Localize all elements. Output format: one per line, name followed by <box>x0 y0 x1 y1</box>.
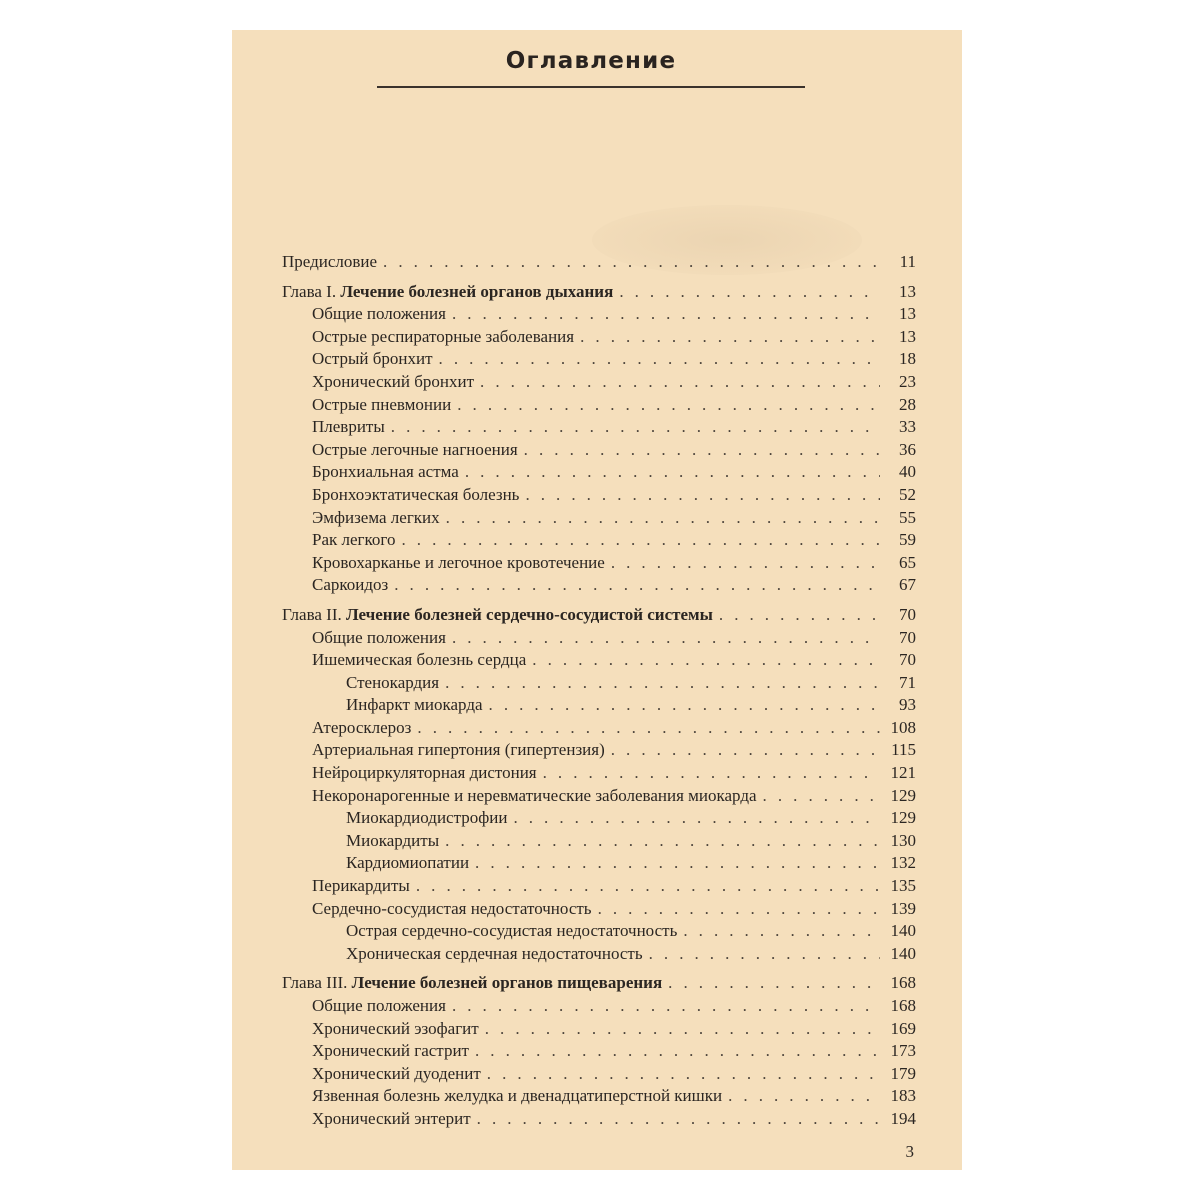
dot-leader <box>649 943 880 966</box>
dot-leader <box>532 649 880 672</box>
toc-entry-label: Эмфизема легких <box>312 507 440 527</box>
toc-chapter-3 <box>282 972 916 995</box>
toc-page-number: 179 <box>890 1063 916 1083</box>
toc-entry-label: Миокардиодистрофии <box>346 808 508 828</box>
toc-page-number: 140 <box>890 921 916 941</box>
toc-entry <box>282 394 916 417</box>
dot-leader <box>668 972 880 995</box>
toc-subentry <box>282 943 916 966</box>
toc-entry-label: Бронхоэктатическая болезнь <box>312 484 520 504</box>
toc-entry <box>282 416 916 439</box>
toc-entry-label: Миокардиты <box>346 830 440 850</box>
toc-entry <box>282 461 916 484</box>
toc-subentry <box>282 830 916 853</box>
toc-subentry <box>282 694 916 717</box>
toc-page-number: 18 <box>899 349 916 369</box>
toc-entry-label: Общие положения <box>312 627 446 647</box>
dot-leader <box>401 529 880 552</box>
dot-leader <box>525 484 880 507</box>
dot-leader <box>391 416 880 439</box>
dot-leader <box>452 627 880 650</box>
dot-leader <box>728 1085 880 1108</box>
dot-leader <box>683 920 880 943</box>
toc-page-number: 28 <box>899 394 916 414</box>
toc-page-number: 130 <box>890 830 916 850</box>
toc-entry <box>282 1108 916 1131</box>
toc-entry <box>282 484 916 507</box>
title-underline <box>377 86 805 88</box>
dot-leader <box>457 394 880 417</box>
toc-chapter-1 <box>282 281 916 304</box>
dot-leader <box>543 762 880 785</box>
toc-page-number: 65 <box>899 552 916 572</box>
chapter-prefix: Глава III. <box>282 973 352 993</box>
dot-leader <box>485 1018 880 1041</box>
toc-entry-label: Язвенная болезнь желудка и двенадцатиперстной кишки <box>312 1086 723 1106</box>
dot-leader <box>619 281 880 304</box>
toc-page-number: 70 <box>899 627 916 647</box>
toc-page-number: 121 <box>890 763 916 783</box>
toc-entry-label: Плевриты <box>312 417 385 437</box>
toc-page-number: 59 <box>899 530 916 550</box>
toc-entry-label: Кардиомиопатии <box>346 853 470 873</box>
dot-leader <box>487 1063 880 1086</box>
toc-entry <box>282 1040 916 1063</box>
toc-entry-label: Хронический эзофагит <box>312 1018 479 1038</box>
toc-entry <box>282 552 916 575</box>
page-title: Оглавление <box>505 48 677 74</box>
dot-leader <box>480 371 880 394</box>
toc-entry <box>282 717 916 740</box>
toc-entry-label: Перикардиты <box>312 876 410 896</box>
dot-leader <box>439 348 880 371</box>
toc-page-number: 132 <box>890 853 916 873</box>
toc-page-number: 108 <box>890 717 916 737</box>
toc-entry <box>282 627 916 650</box>
dot-leader <box>452 303 880 326</box>
toc-entry <box>282 762 916 785</box>
toc-page-number: 135 <box>890 876 916 896</box>
toc-entry-label: Острые легочные нагноения <box>312 439 518 459</box>
toc-page-number: 115 <box>891 740 916 760</box>
page-number: 3 <box>905 1142 914 1161</box>
toc-entry <box>282 371 916 394</box>
toc-entry-label: Хроническая сердечная недостаточность <box>346 943 643 963</box>
toc-entry <box>282 785 916 808</box>
dot-leader <box>445 830 880 853</box>
toc-entry-label: Ишемическая болезнь сердца <box>312 650 527 670</box>
toc-page-number: 23 <box>899 371 916 391</box>
dot-leader <box>477 1108 880 1131</box>
toc-entry <box>282 574 916 597</box>
toc-entry-label: Стенокардия <box>346 672 440 692</box>
toc-subentry <box>282 852 916 875</box>
dot-leader <box>513 807 880 830</box>
toc-subentry <box>282 920 916 943</box>
toc-entry <box>282 649 916 672</box>
dot-leader <box>611 739 880 762</box>
dot-leader <box>611 552 880 575</box>
toc-subentry <box>282 807 916 830</box>
toc-entry-label: Нейроциркуляторная дистония <box>312 763 537 783</box>
toc-page-number: 168 <box>890 996 916 1015</box>
toc-subentry <box>282 672 916 695</box>
dot-leader <box>475 852 880 875</box>
dot-leader <box>598 898 880 921</box>
toc-page-number: 13 <box>899 304 916 324</box>
toc-entry-label: Хронический гастрит <box>312 1041 469 1061</box>
dot-leader <box>394 574 880 597</box>
toc-entry-label: Острый бронхит <box>312 349 433 369</box>
chapter-heading <box>282 604 713 627</box>
toc-entry <box>282 507 916 530</box>
toc-entry-label: Острые пневмонии <box>312 394 452 414</box>
toc-entry <box>282 995 916 1018</box>
toc-page-number: 173 <box>890 1041 916 1061</box>
chapter-title: Лечение болезней органов дыхания <box>340 281 614 301</box>
dot-leader <box>524 439 880 462</box>
toc-entry <box>282 326 916 349</box>
toc-page-number: 33 <box>899 417 916 437</box>
toc-page-number: 129 <box>890 785 916 805</box>
toc-entry-label: Хронический дуоденит <box>312 1063 481 1083</box>
toc-page-number: 36 <box>899 439 916 459</box>
toc-entry-label: Инфаркт миокарда <box>346 695 483 715</box>
toc-page-number: 40 <box>899 462 916 482</box>
table-of-contents <box>282 251 916 1131</box>
toc-entry <box>282 1018 916 1041</box>
toc-entry-preface <box>282 251 916 274</box>
toc-entry-label: Предисловие <box>282 252 378 271</box>
chapter-prefix: Глава I. <box>282 281 341 301</box>
toc-entry-label: Бронхиальная астма <box>312 462 459 482</box>
toc-entry <box>282 348 916 371</box>
dot-leader <box>465 461 880 484</box>
toc-entry <box>282 898 916 921</box>
chapter-heading <box>282 281 613 304</box>
dot-leader <box>416 875 880 898</box>
toc-page-number: 129 <box>890 808 916 828</box>
toc-page-number: 13 <box>899 281 916 301</box>
toc-entry-label: Хронический энтерит <box>312 1108 471 1128</box>
toc-entry-label: Хронический бронхит <box>312 371 475 391</box>
dot-leader <box>417 717 880 740</box>
toc-page-number: 52 <box>899 484 916 504</box>
toc-page-number: 139 <box>890 898 916 918</box>
dot-leader <box>383 251 880 274</box>
toc-entry-label: Артериальная гипертония (гипертензия) <box>312 740 605 760</box>
toc-entry <box>282 1063 916 1086</box>
dot-leader <box>445 672 880 695</box>
book-page <box>232 30 962 1170</box>
toc-page-number: 11 <box>899 252 916 271</box>
toc-page-number: 183 <box>890 1086 916 1106</box>
chapter-heading <box>282 972 662 995</box>
toc-entry <box>282 1085 916 1108</box>
chapter-title: Лечение болезней органов пищеварения <box>351 973 663 993</box>
toc-entry <box>282 303 916 326</box>
chapter-title: Лечение болезней сердечно-сосудистой системы <box>346 604 713 624</box>
toc-entry-label: Острые респираторные заболевания <box>312 326 575 346</box>
dot-leader <box>452 995 880 1018</box>
toc-page-number: 70 <box>899 650 916 670</box>
toc-entry-label: Атеросклероз <box>312 717 412 737</box>
dot-leader <box>580 326 880 349</box>
toc-entry-label: Общие положения <box>312 996 446 1015</box>
dot-leader <box>446 507 880 530</box>
dot-leader <box>763 785 880 808</box>
toc-entry-label: Саркоидоз <box>312 575 389 595</box>
toc-page-number: 70 <box>899 604 916 624</box>
dot-leader <box>489 694 880 717</box>
toc-chapter-2 <box>282 604 916 627</box>
toc-page-number: 169 <box>890 1018 916 1038</box>
toc-entry-label: Кровохарканье и легочное кровотечение <box>312 552 605 572</box>
dot-leader <box>475 1040 880 1063</box>
chapter-prefix: Глава II. <box>282 604 346 624</box>
toc-entry-label: Некоронарогенные и неревматические заболевания миокарда <box>312 785 757 805</box>
toc-page-number: 71 <box>899 672 916 692</box>
toc-page-number: 93 <box>899 695 916 715</box>
toc-page-number: 140 <box>890 943 916 963</box>
dot-leader <box>719 604 880 627</box>
toc-page-number: 13 <box>899 326 916 346</box>
toc-entry <box>282 875 916 898</box>
toc-page-number: 55 <box>899 507 916 527</box>
toc-entry <box>282 529 916 552</box>
toc-entry-label: Острая сердечно-сосудистая недостаточность <box>346 921 678 941</box>
toc-page-number: 194 <box>890 1108 916 1128</box>
toc-entry-label: Сердечно-сосудистая недостаточность <box>312 898 592 918</box>
toc-entry-label: Рак легкого <box>312 530 396 550</box>
toc-page-number: 168 <box>890 973 916 993</box>
toc-entry <box>282 739 916 762</box>
toc-page-number: 67 <box>899 575 916 595</box>
toc-entry-label: Общие положения <box>312 304 446 324</box>
toc-entry <box>282 439 916 462</box>
